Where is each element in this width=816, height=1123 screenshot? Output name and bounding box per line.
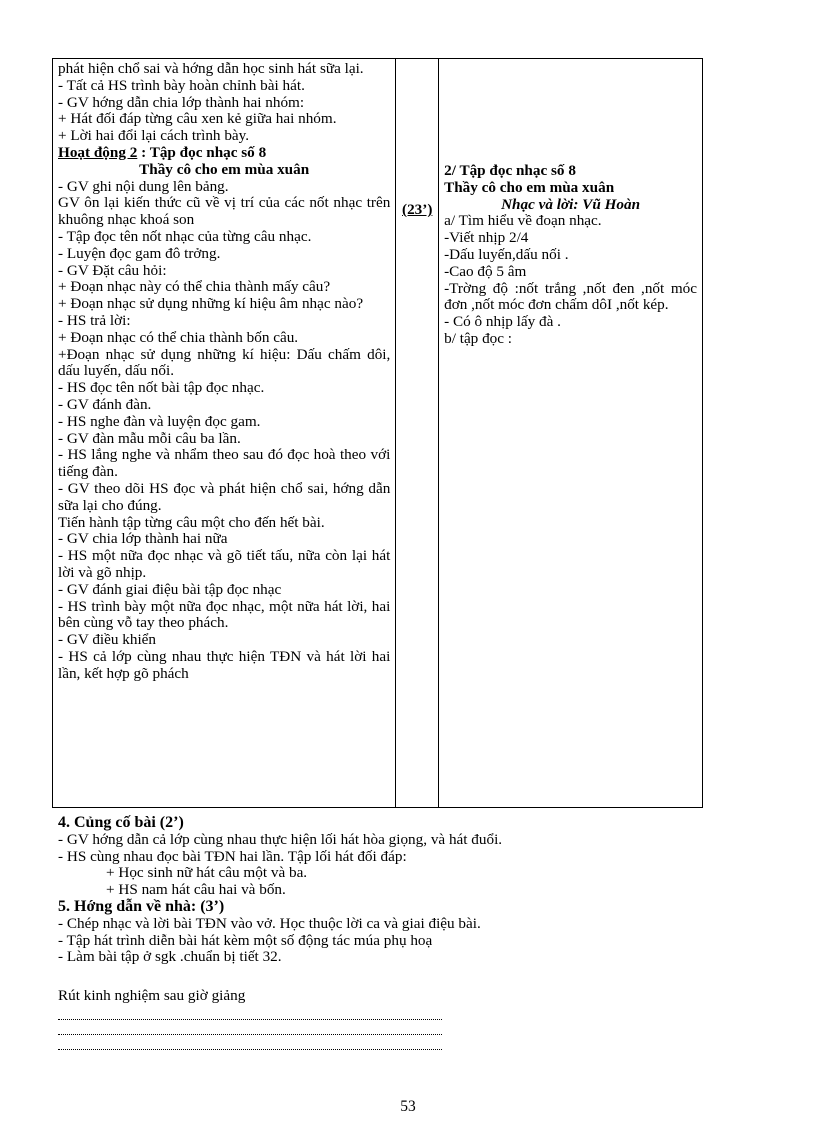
time-column xyxy=(396,59,439,808)
activity-line: - HS trình bày một nữa đọc nhạc, một nữa hát lời, hai bên cùng vỗ tay theo phách. xyxy=(58,597,391,632)
content-line: - Có ô nhịp lấy đà . xyxy=(444,313,561,331)
activity-line: - HS đọc tên nốt bài tập đọc nhạc. xyxy=(58,379,265,397)
section5-line: - Tập hát trình diễn bài hát kèm một số động tác múa phụ hoạ xyxy=(58,931,433,949)
activity-line: - Tất cả HS trình bày hoàn chỉnh bài hát. xyxy=(58,76,305,94)
content-line: -Trờng độ :nốt trắng ,nốt đen ,nốt móc đơn ,nốt móc đơn chấm dôI ,nốt kép. xyxy=(444,279,697,314)
content-title: 2/ Tập đọc nhạc số 8 xyxy=(444,162,576,179)
activity-line: + Đoạn nhạc có thể chia thành bốn câu. xyxy=(58,328,299,346)
activity-heading-title: : Tập đọc nhạc số 8 xyxy=(137,143,267,161)
activity-line: - GV Đặt câu hỏi: xyxy=(58,261,167,279)
activity-line: - HS một nữa đọc nhạc và gõ tiết tấu, nữa còn lại hát lời và gõ nhịp. xyxy=(58,547,391,581)
activities-column xyxy=(53,59,396,808)
activity-line: GV ôn lại kiến thức cũ về vị trí của các nốt nhạc trên khuông nhạc khoá son xyxy=(58,194,391,229)
activity-line: - Tập đọc tên nốt nhạc của từng câu nhạc. xyxy=(58,227,312,245)
dotted-line xyxy=(58,1035,442,1050)
activity-line: - GV theo dõi HS đọc và phát hiện chổ sai, hớng dẫn sữa lại cho đúng. xyxy=(58,479,391,514)
lesson-table xyxy=(52,58,703,808)
content-line: b/ tập đọc : xyxy=(444,329,513,347)
activity-line: - GV đánh giai điệu bài tập đọc nhạc xyxy=(58,580,282,598)
activity-line: +Đoạn nhạc sử dụng những kí hiệu: Dấu chấm dôi, dấu luyến, dấu nối. xyxy=(58,345,391,380)
content-line: a/ Tìm hiểu về đoạn nhạc. xyxy=(444,212,602,230)
section4-subline: + Học sinh nữ hát câu một và ba. xyxy=(106,864,308,882)
activity-heading-label: Hoạt động 2 xyxy=(58,143,138,161)
activity-line: - HS nghe đàn và luyện đọc gam. xyxy=(58,412,261,430)
dotted-line xyxy=(58,1005,442,1020)
activity-line: Tiến hành tập từng câu một cho đến hết bài. xyxy=(58,513,325,531)
content-song-title: Thầy cô cho em mùa xuân xyxy=(444,178,615,196)
time-label: (23’) xyxy=(402,201,433,218)
content-line: -Dấu luyến,dấu nối . xyxy=(444,245,569,263)
activity-line: phát hiện chổ sai và hớng dẫn học sinh hát sữa lại. xyxy=(58,60,364,77)
content-line: -Viết nhịp 2/4 xyxy=(444,229,529,247)
content-body xyxy=(444,163,697,348)
section4-heading: 4. Củng cố bài (2’) xyxy=(58,814,184,831)
page-number: 53 xyxy=(400,1098,416,1115)
section4-line: - HS cùng nhau đọc bài TĐN hai lần. Tập lối hát đối đáp: xyxy=(58,847,407,865)
section5-heading: 5. Hớng dẫn về nhà: (3’) xyxy=(58,897,225,915)
content-author: Nhạc và lời: Vũ Hoàn xyxy=(501,195,641,213)
content-column xyxy=(439,59,703,808)
activity-line: - HS trả lời: xyxy=(58,311,131,329)
activity-line: + Đoạn nhạc này có thể chia thành mấy câu? xyxy=(58,278,331,296)
experience-label: Rút kinh nghiệm sau giờ giảng xyxy=(58,987,246,1005)
activity-line: - HS cả lớp cùng nhau thực hiện TĐN và hát lời hai lần, kết hợp gõ phách xyxy=(58,647,391,682)
activity-line: + Hát đối đáp từng câu xen kẻ giữa hai nhóm. xyxy=(58,110,337,128)
dotted-line xyxy=(58,1020,442,1035)
activity-line: - GV chia lớp thành hai nữa xyxy=(58,530,228,548)
activity-line: - GV điều khiển xyxy=(58,631,156,649)
lesson-closing xyxy=(58,815,758,1050)
activity-heading xyxy=(58,145,390,162)
activity-line: - GV ghi nội dung lên bảng. xyxy=(58,177,229,195)
activity-line: + Lời hai đổi lại cách trình bày. xyxy=(58,127,250,145)
section4-line: - GV hớng dẫn cả lớp cùng nhau thực hiện lối hát hòa giọng, và hát đuổi. xyxy=(58,830,503,848)
section5-line: - Làm bài tập ở sgk .chuẩn bị tiết 32. xyxy=(58,948,282,966)
activity-line: - GV hớng dẫn chia lớp thành hai nhóm: xyxy=(58,93,305,111)
section4-subline: + HS nam hát câu hai và bốn. xyxy=(106,881,286,899)
section5-line: - Chép nhạc và lời bài TĐN vào vở. Học thuộc lời ca và giai điệu bài. xyxy=(58,914,481,932)
activity-line: + Đoạn nhạc sử dụng những kí hiệu âm nhạc nào? xyxy=(58,295,364,313)
activity-song-title: Thầy cô cho em mùa xuân xyxy=(139,160,310,178)
content-line: -Cao độ 5 âm xyxy=(444,262,527,280)
activity-line: - GV đàn mẫu mỗi câu ba lần. xyxy=(58,429,241,447)
activity-line: - GV đánh đàn. xyxy=(58,395,152,413)
activity-line: - Luyện đọc gam đô trởng. xyxy=(58,244,221,262)
activity-line: - HS lắng nghe và nhẩm theo sau đó đọc hoà theo với tiếng đàn. xyxy=(58,446,391,481)
